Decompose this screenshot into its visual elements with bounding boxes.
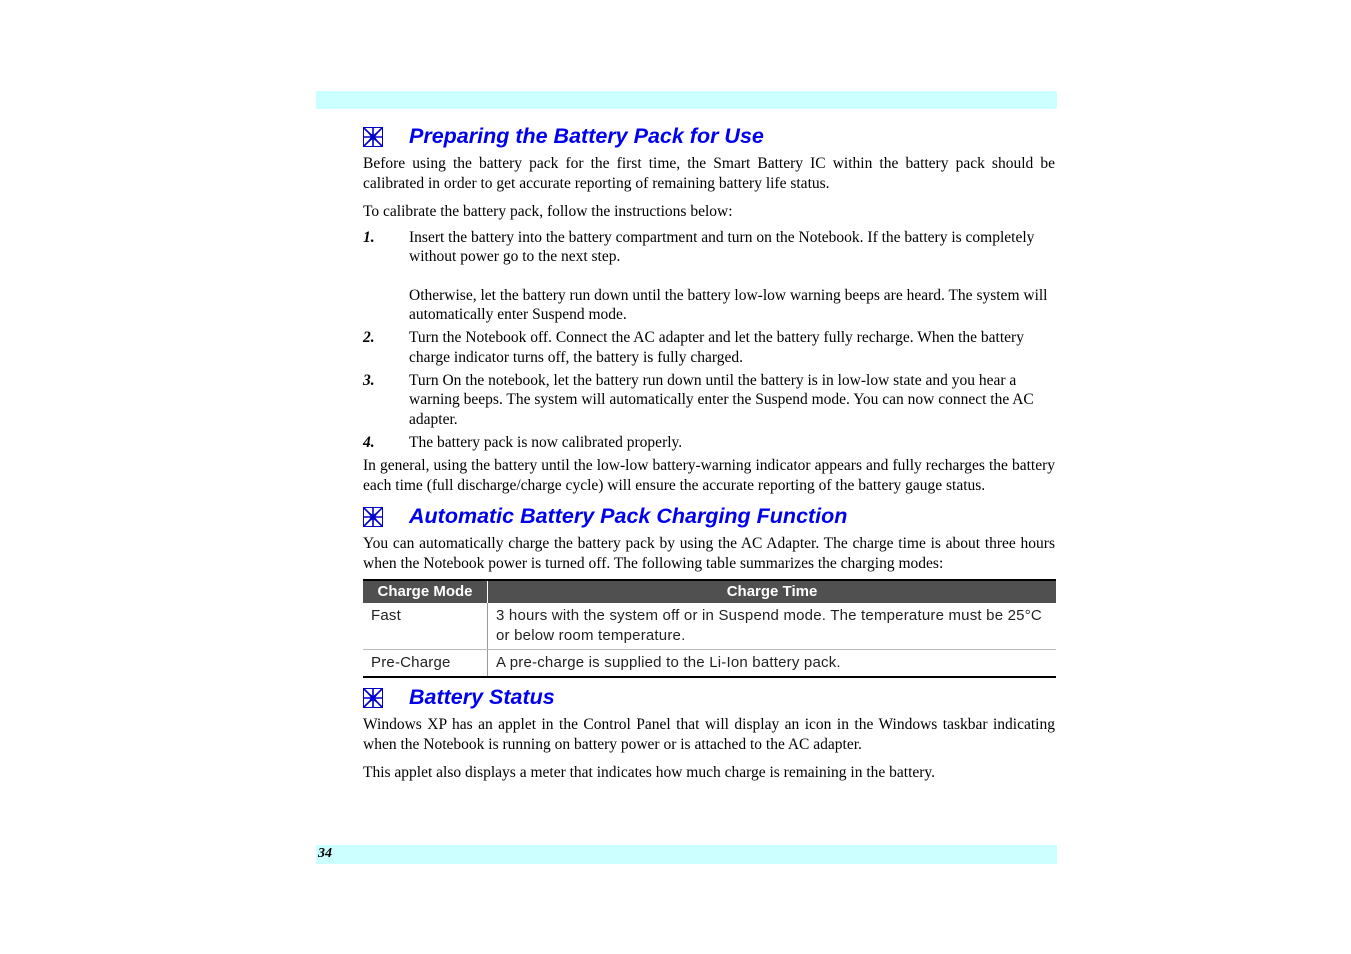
paragraph-outro: In general, using the battery until the low-low battery-warning indicator appears and fully recharges the battery each time (full discharge/charge cycle) will ensure the accurate reporting of the battery gauge status. xyxy=(363,457,1055,494)
section-title: Preparing the Battery Pack for Use xyxy=(409,124,764,149)
step-text: Turn On the notebook, let the battery run down until the battery is in low-low state and you hear a warning beeps. The system will automatically enter the Suspend mode. You can now connect the AC adapter. xyxy=(409,371,1034,428)
step-text: Turn the Notebook off. Connect the AC adapter and let the battery fully recharge. When the battery charge indicator turns off, the battery is fully charged. xyxy=(409,329,1024,366)
section-bullet-icon xyxy=(363,688,383,708)
paragraph-intro: Before using the battery pack for the first time, the Smart Battery IC within the battery pack should be calibrated in order to get accurate reporting of remaining battery life status. xyxy=(363,155,1055,192)
section-heading-charging xyxy=(363,500,1055,534)
table-row xyxy=(363,650,1056,678)
bottom-band xyxy=(316,845,1057,864)
top-band xyxy=(316,91,1057,109)
table-cell: Pre-Charge xyxy=(363,650,488,678)
table-cell: A pre-charge is supplied to the Li-Ion battery pack. xyxy=(488,650,1057,678)
page-content xyxy=(363,120,1055,783)
charge-modes-table xyxy=(363,579,1056,678)
section-heading-preparing xyxy=(363,120,1055,154)
table-row xyxy=(363,603,1056,650)
section-bullet-icon xyxy=(363,507,383,527)
step-item xyxy=(363,433,1055,453)
step-text: Insert the battery into the battery compartment and turn on the Notebook. If the battery is completely without power go to the next step. xyxy=(409,228,1035,265)
column-header: Charge Mode xyxy=(363,580,488,603)
step-number: 3. xyxy=(363,371,375,389)
calibration-steps xyxy=(363,228,1055,453)
section-bullet-icon xyxy=(363,127,383,147)
step-number: 4. xyxy=(363,433,375,451)
section-title: Automatic Battery Pack Charging Function xyxy=(409,504,848,529)
table-header-row xyxy=(363,580,1056,603)
table-cell: 3 hours with the system off or in Suspend mode. The temperature must be 25°C or below room temperature. xyxy=(488,603,1057,650)
table-cell: Fast xyxy=(363,603,488,650)
step-text: The battery pack is now calibrated properly. xyxy=(409,433,683,451)
paragraph-charging-intro: You can automatically charge the battery pack by using the AC Adapter. The charge time is about three hours when the Notebook power is turned off. The following table summarizes the charging modes: xyxy=(363,535,1055,572)
page-number: 34 xyxy=(318,846,332,861)
step-item xyxy=(363,228,1055,325)
section-heading-status xyxy=(363,681,1055,715)
step-item xyxy=(363,371,1055,430)
step-note: Otherwise, let the battery run down until the battery low-low warning beeps are heard. The system will automatically enter Suspend mode. xyxy=(409,286,1048,323)
paragraph-lead: To calibrate the battery pack, follow the instructions below: xyxy=(363,203,733,220)
step-number: 1. xyxy=(363,228,375,246)
step-item xyxy=(363,328,1055,367)
paragraph-status-2: This applet also displays a meter that indicates how much charge is remaining in the battery. xyxy=(363,764,936,781)
paragraph-status-1: Windows XP has an applet in the Control Panel that will display an icon in the Windows taskbar indicating when the Notebook is running on battery power or is attached to the AC adapter. xyxy=(363,716,1055,753)
column-header: Charge Time xyxy=(488,580,1057,603)
step-number: 2. xyxy=(363,329,375,346)
section-title: Battery Status xyxy=(409,685,555,710)
